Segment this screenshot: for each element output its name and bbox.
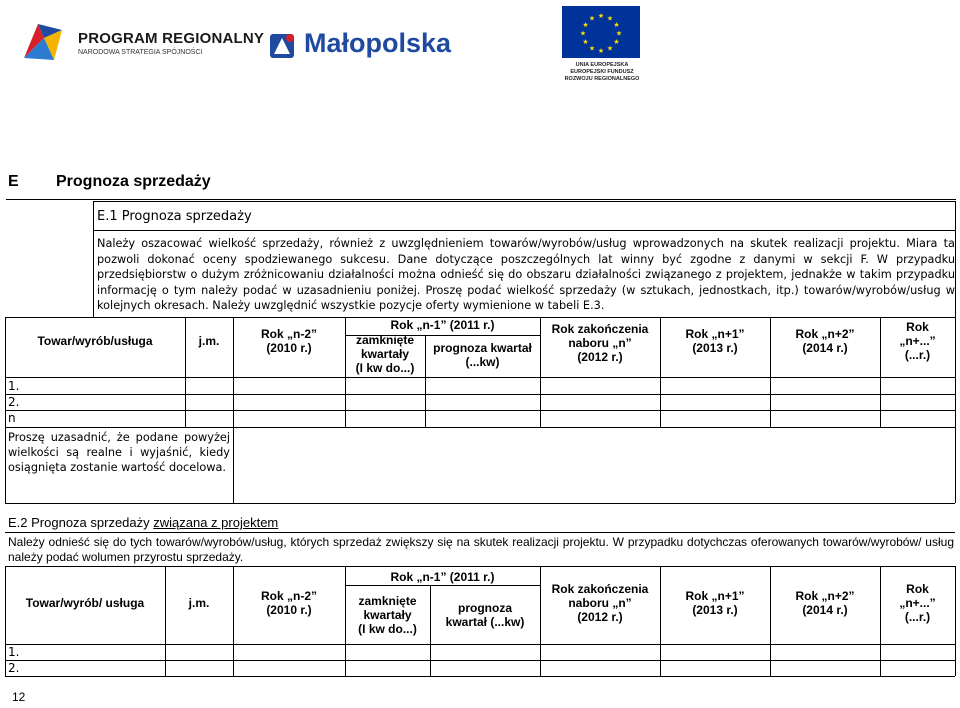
e2-col-sep-4 <box>430 585 431 676</box>
e1-col-closed <box>345 333 425 375</box>
e2-col-sep-6 <box>660 566 661 676</box>
e1-col-closed-line2: kwartały <box>360 347 410 361</box>
e2-col-np1-line2: (2013 r.) <box>692 603 738 617</box>
e1-justification-note: Proszę uzasadnić, że podane powyżej wielkości są realne i wyjaśnić, kiedy osiągnięta zostanie wartość docelowa. <box>8 431 230 474</box>
e1-frame-left <box>93 201 94 317</box>
section-letter: E <box>8 173 19 190</box>
e2-col-left <box>5 566 6 676</box>
e2-row-1-label: 1. <box>8 645 20 659</box>
e1-col-closed-line3: (I kw do...) <box>355 361 415 375</box>
e2-title-divider <box>5 532 955 533</box>
program-regionalny-logo <box>20 16 265 68</box>
eu-label-3: ROZWOJU REGIONALNEGO <box>564 76 640 82</box>
e2-col-n2-line2: (2010 r.) <box>266 603 312 617</box>
e1-frame-right <box>955 201 956 503</box>
svg-text:★: ★ <box>597 12 605 20</box>
svg-text:★: ★ <box>582 21 589 29</box>
e1-col-forecast-line2: (...kw) <box>465 355 500 369</box>
e2-col-end-line3: (2012 r.) <box>577 610 623 624</box>
e1-frame-top <box>93 201 955 202</box>
e2-col-sep-1 <box>165 566 166 676</box>
e1-row2-bottom <box>5 410 955 411</box>
e1-col-npx-line1: Rok <box>906 320 929 334</box>
e1-col-end <box>540 322 660 364</box>
e2-col-forecast <box>430 601 540 629</box>
e2-col-closed-line1: zamknięte <box>358 594 417 608</box>
e2-col-unit: j.m. <box>188 596 210 610</box>
e2-col-sep-7 <box>770 566 771 676</box>
program-regionalny-emblem-icon <box>20 18 66 64</box>
e2-title-prefix: E.2 Prognoza sprzedaży <box>8 515 154 530</box>
e1-col-forecast <box>425 341 540 369</box>
svg-text:★: ★ <box>588 14 596 23</box>
e1-col-np1 <box>660 327 770 355</box>
eu-logo <box>562 6 642 86</box>
eu-label-2: EUROPEJSKI FUNDUSZ <box>570 69 634 75</box>
svg-text:★: ★ <box>613 38 620 46</box>
e1-row3-bottom <box>5 427 955 428</box>
e1-col-n2 <box>233 327 345 355</box>
e2-table-top <box>5 566 955 567</box>
e2-col-np1 <box>660 589 770 617</box>
section-e-header <box>6 170 956 200</box>
e1-col-np2-line2: (2014 r.) <box>802 341 848 355</box>
e2-col-npx <box>880 582 955 624</box>
e2-col-n1-group: Rok „n-1” (2011 r.) <box>390 570 495 584</box>
e1-col-end-line3: (2012 r.) <box>577 350 623 364</box>
e2-col-np2-line2: (2014 r.) <box>802 603 848 617</box>
e1-title: E.1 Prognoza sprzedaży <box>97 209 252 224</box>
e1-row-2-label: 2. <box>8 395 20 409</box>
e1-col-unit: j.m. <box>198 334 220 348</box>
e2-intro-text: Należy odnieść się do tych towarów/wyrobów/usług, których sprzedaż zwiększy się na skutek realizacji projektu. W przypadku dotychczas oferowanych towarów/wyrobów/ usług należy podać wolumen przyrostu sprzedaży. <box>8 535 954 564</box>
e1-title-divider <box>93 230 955 231</box>
svg-text:★: ★ <box>613 21 620 29</box>
e1-row-n-label: n <box>8 411 16 425</box>
e1-col-np1-line2: (2013 r.) <box>692 341 738 355</box>
e1-col-np1-line1: Rok „n+1” <box>685 327 745 341</box>
e2-col-n2-line1: Rok „n-2” <box>260 589 317 603</box>
svg-text:★: ★ <box>588 44 596 53</box>
e2-col-forecast-line1: prognoza <box>458 601 512 615</box>
e1-col-np2-line1: Rok „n+2” <box>795 327 855 341</box>
e1-col-npx-line3: (...r.) <box>904 348 931 362</box>
e2-row-2-label: 2. <box>8 661 20 675</box>
e2-col-sep-2 <box>233 566 234 676</box>
e2-col-forecast-line2: kwartał (...kw) <box>445 615 525 629</box>
e2-col-closed-line2: kwartały <box>363 608 412 622</box>
e2-col-npx-line3: (...r.) <box>904 610 931 624</box>
e1-col-npx <box>880 320 955 362</box>
e2-row2-bottom <box>5 676 955 677</box>
e2-col-end-line1: Rok zakończenia <box>551 582 649 596</box>
malopolska-logo <box>268 28 458 64</box>
program-regionalny-subtitle: NARODOWA STRATEGIA SPÓJNOŚCI <box>78 49 203 56</box>
svg-text:★: ★ <box>606 14 614 23</box>
eu-flag-icon <box>562 6 640 58</box>
e2-header-bottom <box>5 644 955 645</box>
e2-col-n2 <box>233 589 345 617</box>
e1-col-product: Towar/wyrób/usługa <box>37 334 153 348</box>
svg-text:★: ★ <box>597 47 605 55</box>
e2-col-end <box>540 582 660 624</box>
e1-col-n2-line2: (2010 r.) <box>266 341 312 355</box>
svg-text:★: ★ <box>579 29 587 38</box>
e1-col-np2 <box>770 327 880 355</box>
eu-label-1: UNIA EUROPEJSKA <box>575 62 629 68</box>
svg-text:★: ★ <box>582 38 589 46</box>
e1-col-end-line2: naboru „n” <box>568 336 632 350</box>
svg-text:★: ★ <box>615 29 623 38</box>
e1-col-closed-line1: zamknięte <box>355 333 415 347</box>
e2-col-np1-line1: Rok „n+1” <box>685 589 745 603</box>
e1-col-n1-group: Rok „n-1” (2011 r.) <box>390 318 495 332</box>
e1-table-bottom <box>5 503 955 504</box>
e2-col-closed <box>345 594 430 636</box>
e1-col-npx-line2: „n+...” <box>899 334 936 348</box>
e2-row1-bottom <box>5 660 955 661</box>
e2-col-np2-line1: Rok „n+2” <box>795 589 855 603</box>
e2-col-product: Towar/wyrób/ usługa <box>25 596 145 610</box>
e2-col-right <box>955 566 956 676</box>
section-title: Prognoza sprzedaży <box>56 173 211 190</box>
program-regionalny-title: PROGRAM REGIONALNY <box>78 30 265 47</box>
e1-row1-bottom <box>5 394 955 395</box>
e2-col-np2 <box>770 589 880 617</box>
e1-col-forecast-line1: prognoza kwartał <box>433 341 532 355</box>
page-number: 12 <box>12 690 26 704</box>
e2-title-underlined: związana z projektem <box>153 515 279 530</box>
e2-col-closed-line3: (I kw do...) <box>358 622 417 636</box>
e1-header-bottom <box>5 377 955 378</box>
e2-n1-subdivider <box>345 585 540 586</box>
e2-title <box>8 515 278 530</box>
e1-col-n2-line1: Rok „n-2” <box>260 327 317 341</box>
e1-intro-text: Należy oszacować wielkość sprzedaży, również z uwzględnieniem towarów/wyrobów/usług wprowadzonych na skutek realizacji projektu. Miara ta pozwoli dokonać oceny spodziewanego sukcesu. Dane dotyczące poszczególnych lat winny być zgodne z danymi w sekcji F. W przypadku przedsiębiorstw o dużym zróżnicowaniu działalności można odnieść się do obszaru działalności związanego z projektem, jednakże w takim przypadku informację o tym należy podać w uzasadnieniu poniżej. Proszę podać wielkość sprzedaży (w sztukach, jednostkach, itp.) towarów/wyrobów/usług w kolejnych okresach. Należy uwzględnić wszystkie pozycje oferty wymienione w tabeli E.3. <box>97 237 955 312</box>
svg-text:★: ★ <box>606 44 614 53</box>
malopolska-logo-text: Małopolska <box>304 28 452 58</box>
e2-col-npx-line2: „n+...” <box>899 596 936 610</box>
e2-col-npx-line1: Rok <box>906 582 929 596</box>
e1-col-end-line1: Rok zakończenia <box>551 322 649 336</box>
e1-row-1-label: 1. <box>8 379 20 393</box>
malopolska-emblem-icon <box>268 30 298 60</box>
e2-col-end-line2: naboru „n” <box>568 596 632 610</box>
